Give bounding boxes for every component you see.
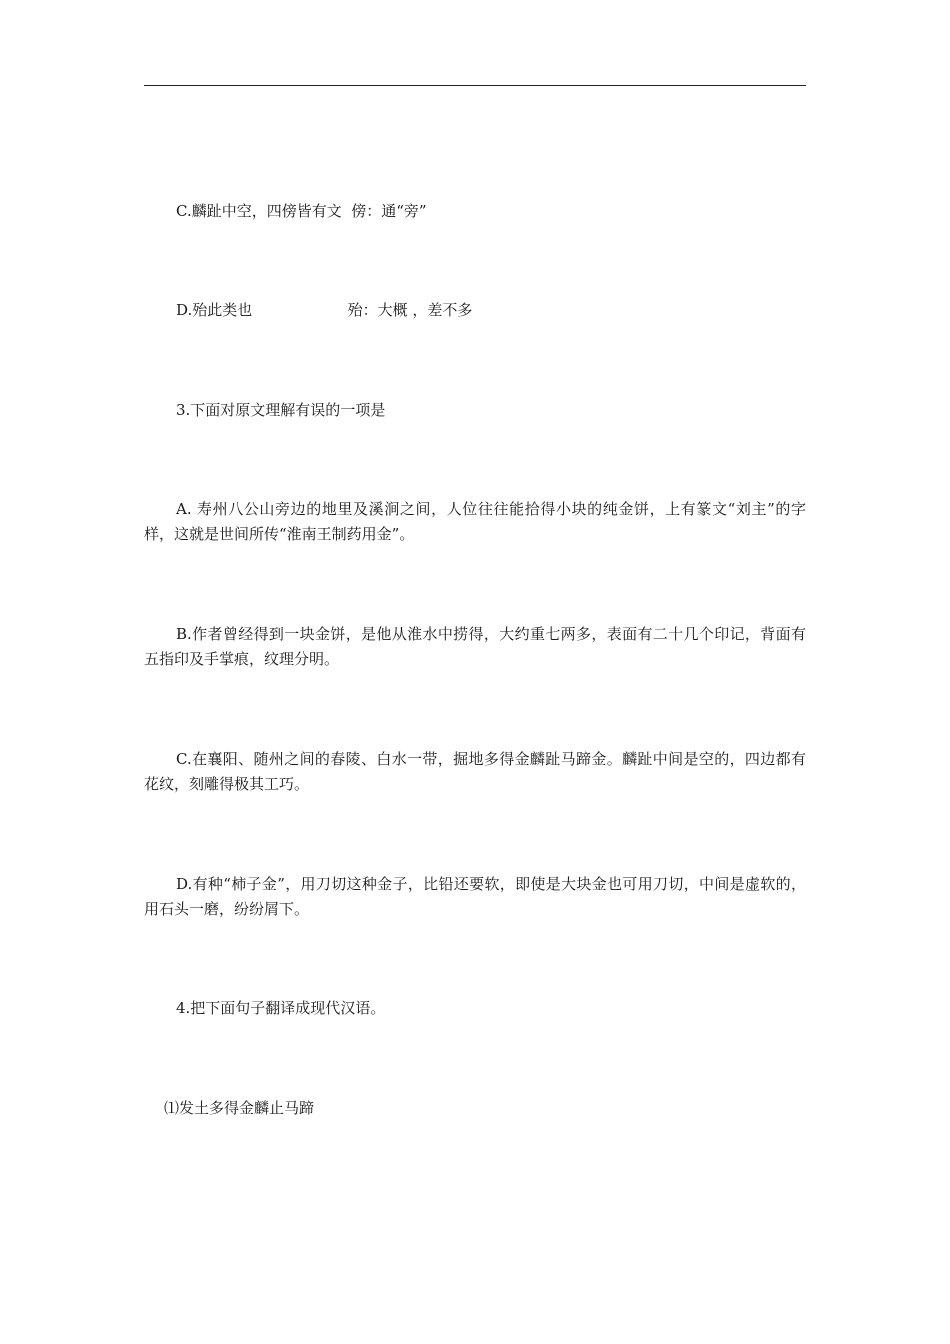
q3-option-a: A. 寿州八公山旁边的地里及溪涧之间，人位往往能拾得小块的纯金饼，上有篆文“刘主”的字样，这就是世间所传“淮南王制药用金”。 xyxy=(144,500,806,543)
option-d-gloss: D.殆此类也 殆：大概 ，差不多 xyxy=(176,301,473,319)
q3-option-d: D.有种“柿子金”，用刀切这种金子，比铅还要软，即使是大块金也可用刀切，中间是虚软的，用石头一磨，纷纷屑下。 xyxy=(144,875,806,918)
q3-option-b: B.作者曾经得到一块金饼，是他从淮水中捞得，大约重七两多，表面有二十几个印记，背面有五指印及手掌痕，纹理分明。 xyxy=(144,625,806,668)
header-rule xyxy=(144,85,806,86)
option-c-gloss: C.麟趾中空，四傍皆有文 傍：通“旁” xyxy=(176,202,427,220)
q3-option-c: C.在襄阳、随州之间的春陵、白水一带，掘地多得金麟趾马蹄金。麟趾中间是空的，四边都有花纹，刻雕得极其工巧。 xyxy=(144,750,806,793)
q4-item-1: ⑴发土多得金麟止马蹄 xyxy=(164,1099,315,1117)
question-3: 3.下面对原文理解有误的一项是 xyxy=(176,401,386,419)
question-4: 4.把下面句子翻译成现代汉语。 xyxy=(176,999,386,1017)
